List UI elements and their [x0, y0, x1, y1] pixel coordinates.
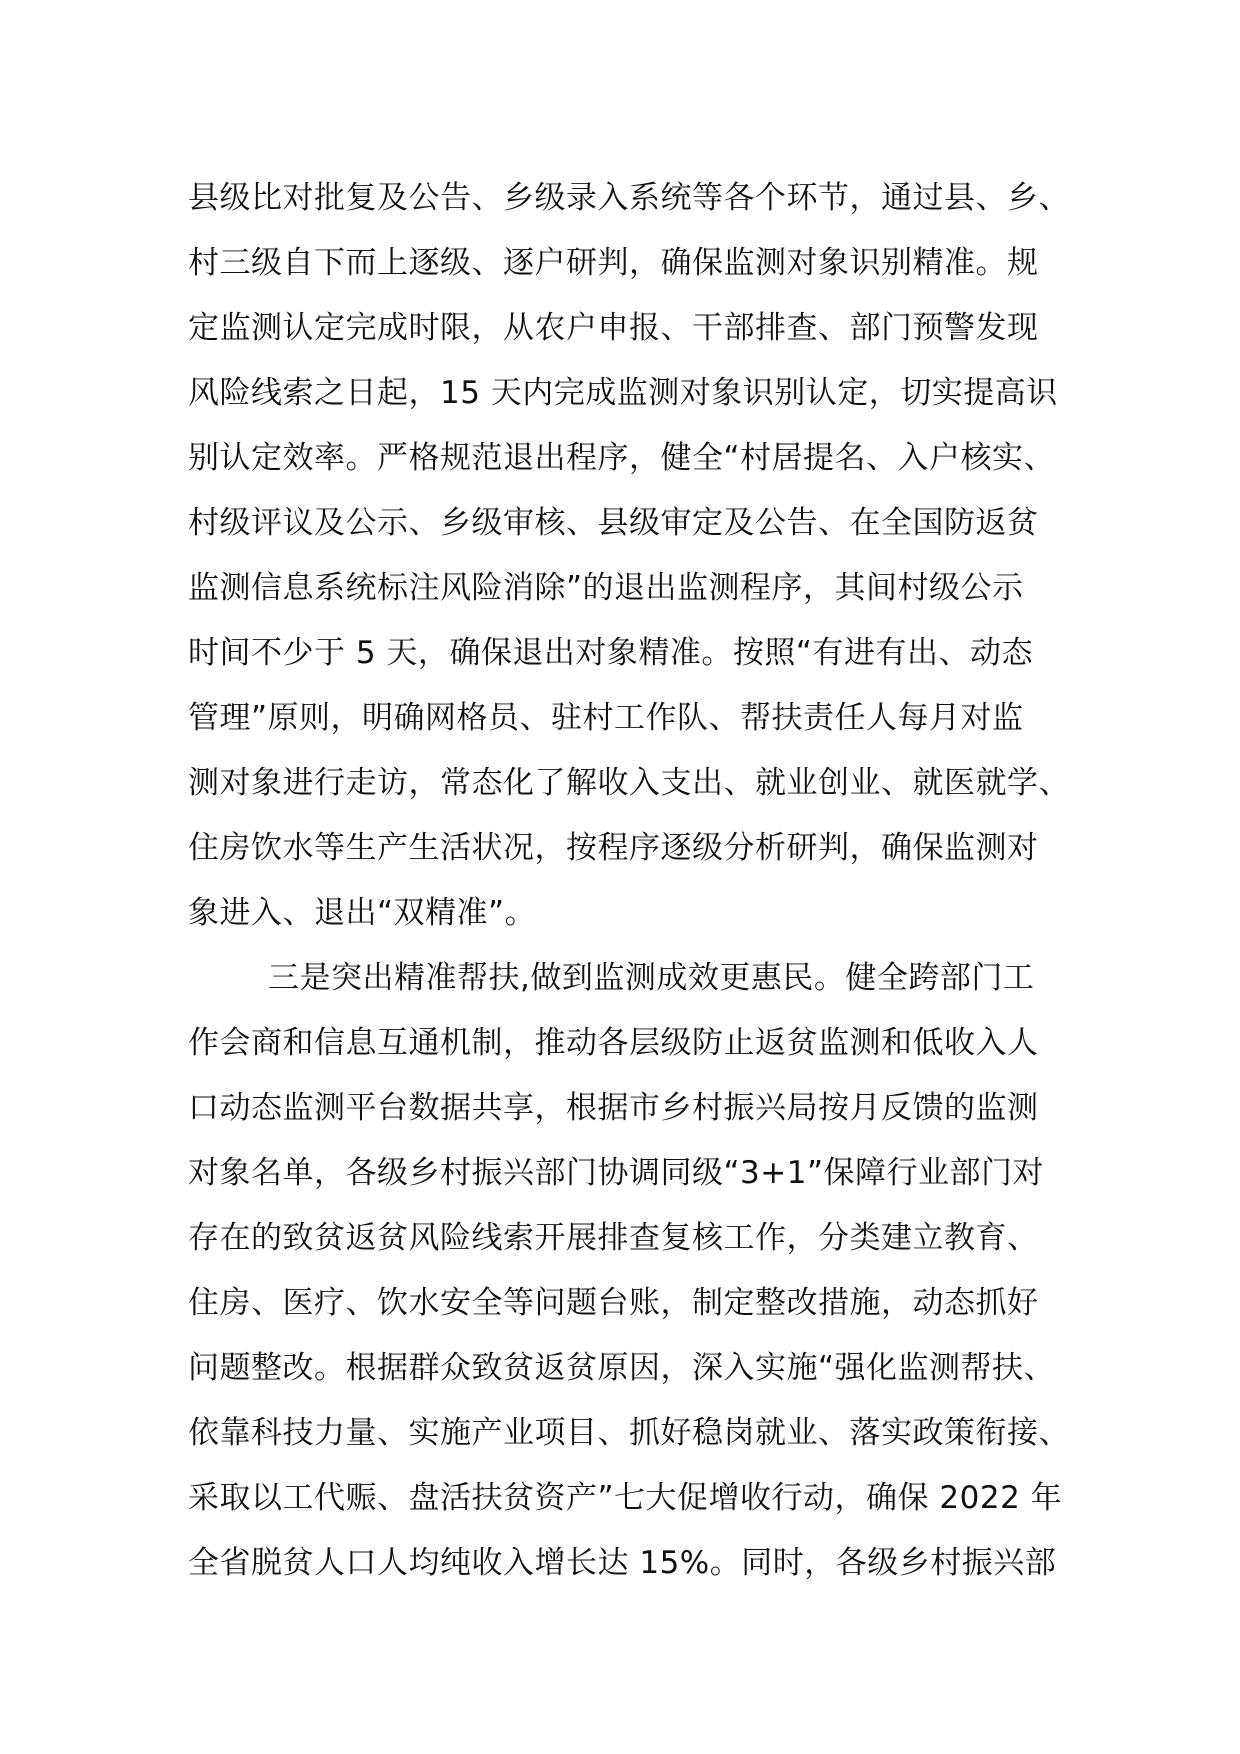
text-line: 监测信息系统标注风险消除”的退出监测程序，其间村级公示: [188, 570, 1024, 606]
text-line: 村级评议及公示、乡级审核、县级审定及公告、在全国防返贫: [188, 505, 1039, 541]
text-line: 村三级自下而上逐级、逐户研判，确保监测对象识别精准。规: [188, 245, 1039, 281]
text-line: 住房、医疗、饮水安全等问题台账，制定整改措施，动态抓好: [188, 1285, 1039, 1321]
text-line: 问题整改。根据群众致贫返贫原因，深入实施“强化监测帮扶、: [188, 1350, 1056, 1386]
text-line: 县级比对批复及公告、乡级录入系统等各个环节，通过县、乡、: [188, 180, 1070, 216]
text-line: 时间不少于 5 天，确保退出对象精准。按照“有进有出、动态: [188, 635, 1033, 671]
text-line: 住房饮水等生产生活状况，按程序逐级分析研判，确保监测对: [188, 830, 1039, 866]
text-line: 存在的致贫返贫风险线索开展排查复核工作，分类建立教育、: [188, 1220, 1039, 1256]
text-line: 口动态监测平台数据共享，根据市乡村振兴局按月反馈的监测: [188, 1090, 1039, 1126]
text-line: 全省脱贫人口人均纯收入增长达 15%。同时，各级乡村振兴部: [188, 1545, 1057, 1581]
body-text: [188, 166, 1088, 1596]
text-line: 测对象进行走访，常态化了解收入支出、就业创业、就医就学、: [188, 765, 1070, 801]
text-line: 象进入、退出“双精准”。: [188, 895, 537, 931]
text-line: 管理”原则，明确网格员、驻村工作队、帮扶责任人每月对监: [188, 700, 1024, 736]
text-line: 风险线索之日起，15 天内完成监测对象识别认定，切实提高识: [188, 375, 1058, 411]
text-line: 采取以工代赈、盘活扶贫资产”七大促增收行动，确保 2022 年: [188, 1480, 1063, 1516]
text-line: 作会商和信息互通机制，推动各层级防止返贫监测和低收入人: [188, 1025, 1039, 1061]
text-line: 定监测认定完成时限，从农户申报、干部排查、部门预警发现: [188, 310, 1039, 346]
text-line: 别认定效率。严格规范退出程序，健全“村居提名、入户核实、: [188, 440, 1056, 476]
text-line: 依靠科技力量、实施产业项目、抓好稳岗就业、落实政策衔接、: [188, 1415, 1070, 1451]
paragraph-first-line: 三是突出精准帮扶,做到监测成效更惠民。健全跨部门工: [268, 960, 1035, 996]
text-line: 对象名单，各级乡村振兴部门协调同级“3+1”保障行业部门对: [188, 1155, 1045, 1191]
